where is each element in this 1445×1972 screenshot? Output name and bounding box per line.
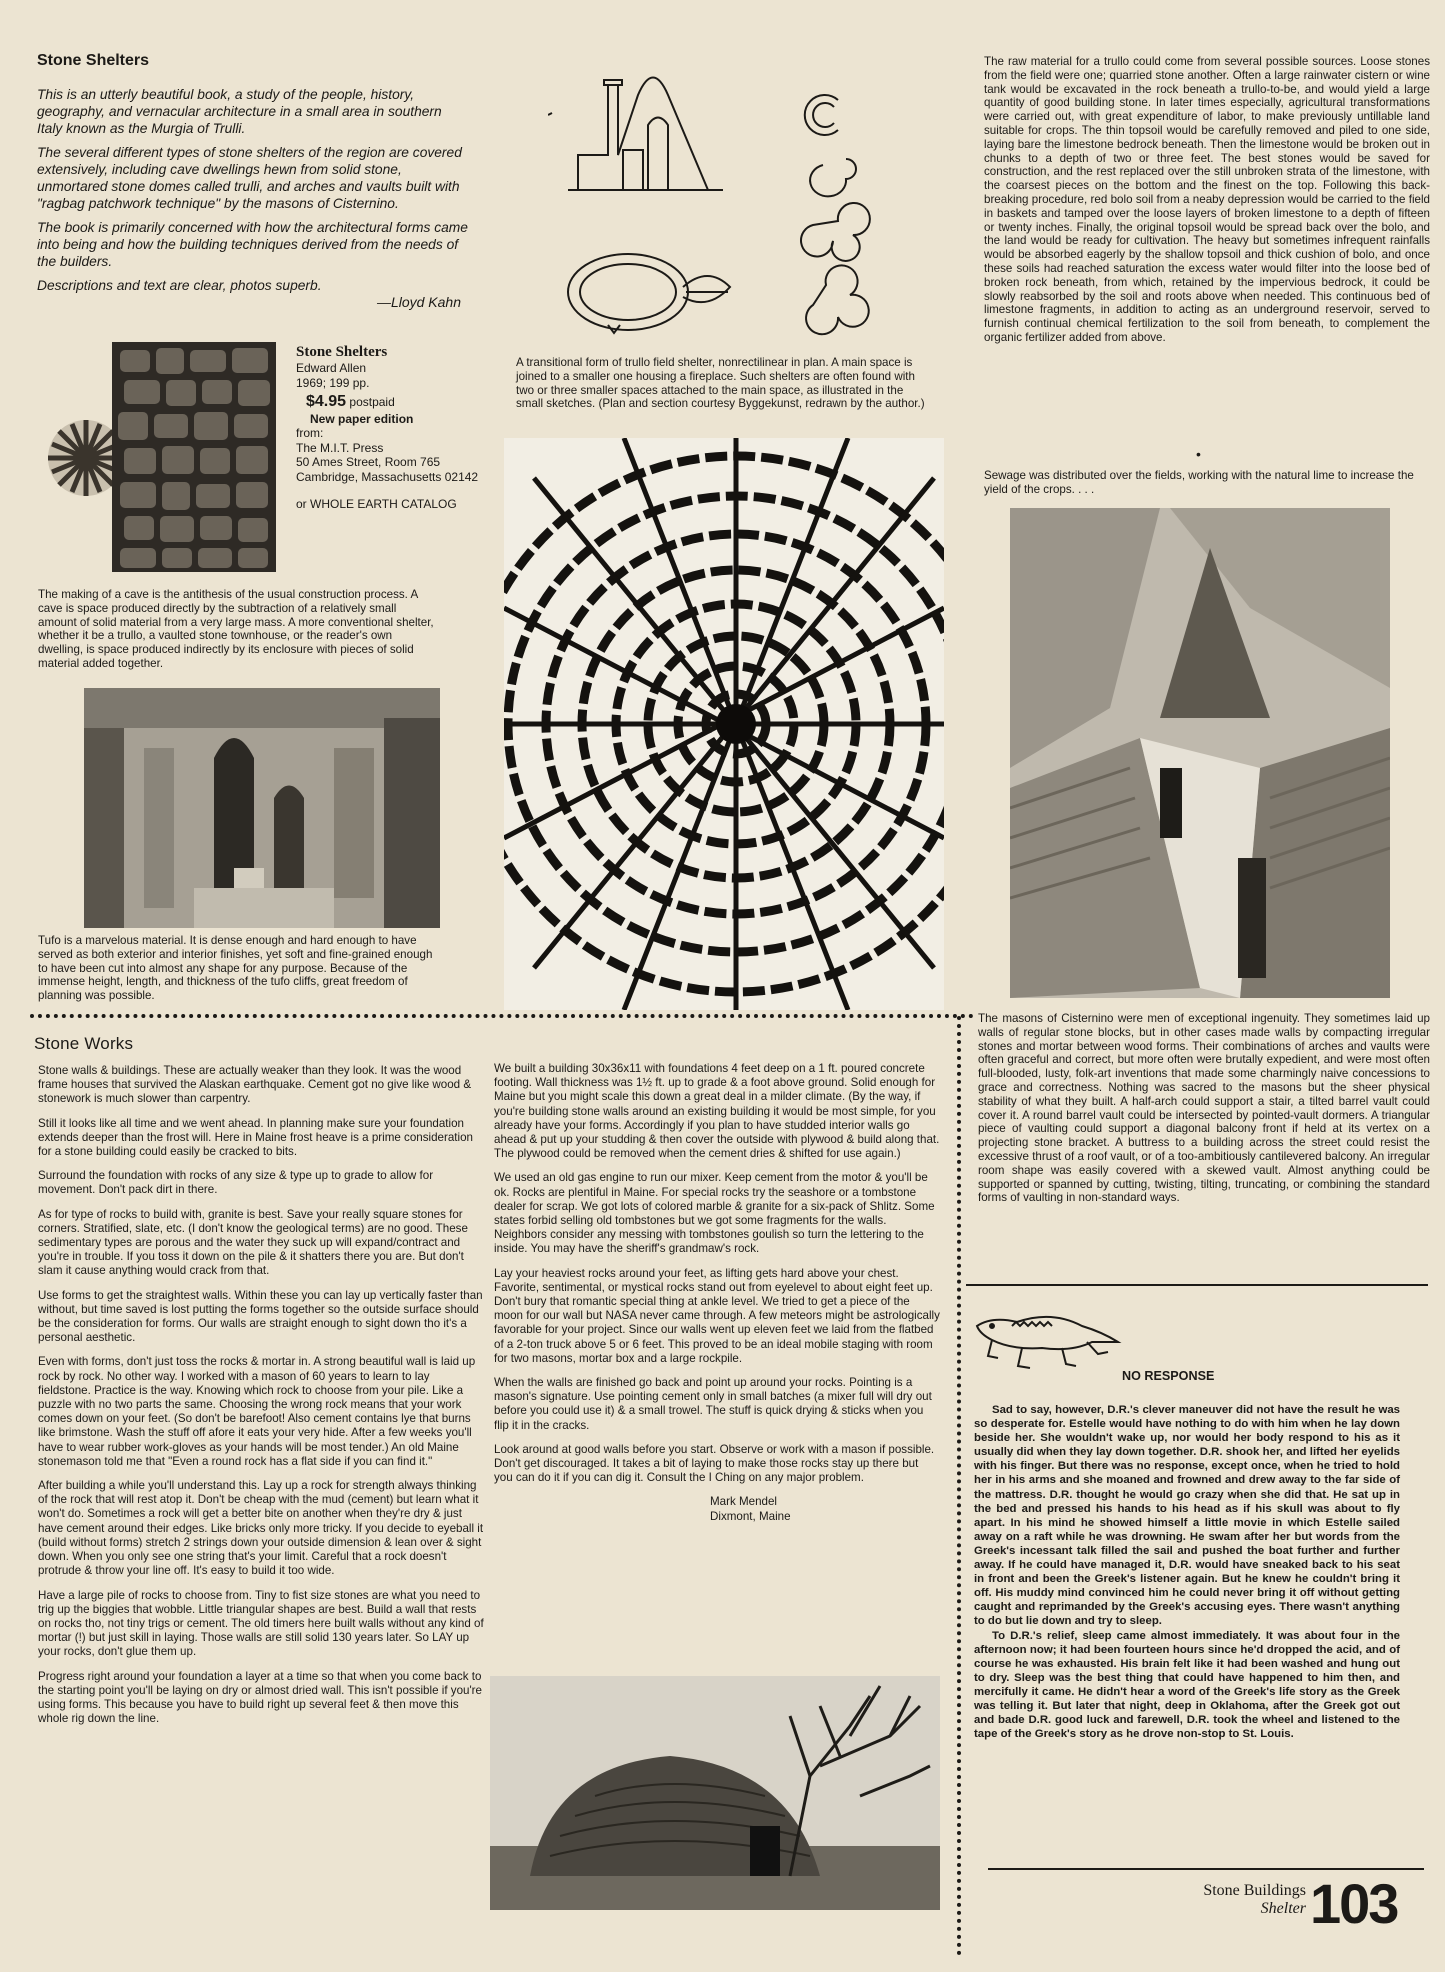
page-number: 103 — [1310, 1872, 1398, 1935]
book-info — [296, 344, 496, 512]
stone-works-paragraph: We used an old gas engine to run our mixer. Keep cement from the motor & you'll be ok. Rocks are plentiful in Maine. For special rocks try the seashore or a tombstone dealer for scrap. We got lots of colored marble & granite for a six-pack of Shlitz. Some states forbid selling old tombstones but we got some fragments for the walls. Neighbors consider any messing with tombstones goulish so turn the lettering to the inside. You may have the sheriff's grandmaw's rock. — [494, 1171, 935, 1256]
no-response-divider — [966, 1284, 1428, 1286]
review-paragraph: This is an utterly beautiful book, a study of the people, history, geography, and vernacular architecture in a small area in southern Italy known as the Murgia of Trulli. — [37, 87, 442, 136]
tufo-cave-photo — [84, 688, 440, 928]
footer-rule — [988, 1868, 1424, 1870]
stone-works-column-1 — [38, 1064, 484, 1736]
footer-section-name — [1150, 1882, 1306, 1918]
stone-works-signature — [710, 1495, 940, 1523]
stone-works-paragraph: When the walls are finished go back and point up around your rocks. Pointing is a mason's signature. Use pointing cement only in small batches (a mixer full will dry out before you could use it) & a small trowel. The stuff is quick drying & sticks when you flip it in the cracks. — [494, 1376, 932, 1432]
signature-place: Dixmont, Maine — [710, 1509, 791, 1523]
book-price: $4.95 — [306, 393, 347, 410]
cave-text: The making of a cave is the antithesis of the usual construction process. A cave is space produced directly by the subtraction of a relatively small amount of solid material from a very large mass. A more conventional shelter, whether it be a trullo, a vaulted stone townhouse, or the reader's own dwelling, is space produced indirectly by its enclosure with pieces of solid material added together. — [38, 588, 434, 670]
trulli-rooftops-photo — [1010, 508, 1390, 998]
review-title: Stone Shelters — [37, 52, 150, 69]
book-price-line — [306, 395, 496, 410]
trullo-dome-photo — [504, 438, 944, 1010]
story-paragraph: To D.R.'s relief, sleep came almost immediately. It was about four in the afternoon now; it had been fourteen hours since he'd dropped the acid, and of course he was exhausted. His brain felt like it had been washed and hung out to dry. Sleep was the best thing that could have happened to him then, and mercifully it came. He didn't hear a word of the Greek's life story as the Greek was telling it. But later that night, deep in Oklahoma, after the Greek got out and bade D.R. good luck and farewell, D.R. took the wheel and listened to the tape of the Greek's story as he drove non-stop to St. Louis. — [974, 1629, 1400, 1741]
stone-works-paragraph: As for type of rocks to build with, granite is best. Save your really square stones for corners. Stratified, slate, etc. (I don't know the geological terms) are no good. These sedimentary types are porous and the water they suck up will expand/contract and you're in trouble. If you toss it down on the pile & it shatters there you are. But don't slam it cause anything would crack from that. — [38, 1207, 468, 1278]
review-paragraph: The several different types of stone shelters of the region are covered extensively, including cave dwellings hewn from solid stone, unmortared stone domes called trulli, and arches and vaults built with "ragbag patchwork technique" by the masons of Cisternino. — [37, 145, 462, 211]
footer-line-2: Shelter — [1260, 1900, 1306, 1917]
stone-works-paragraph: Even with forms, don't just toss the rocks & mortar in. A strong beautiful wall is laid up rock by rock. No other way. I worked with a mason of 60 years to learn to lay fieldstone. Practice is the way. Knowing which rock to choose from your pile. Like a puzzle with no two parts the same. Choosing the wrong rock means that your work comes down on your feet. (So don't be barefoot! Also cement contains lye that burns like brimstone. Wash the stuff off afore it eats your very hide. After a few weeks you'll have to wear rubber work-gloves as your hands will be most tender.) An old Maine stonemason told me that "Even a round rock has a flat side if you can find it." — [38, 1355, 476, 1468]
book-or-line: or WHOLE EARTH CATALOG — [296, 497, 457, 511]
stone-works-paragraph: Lay your heaviest rocks around your feet, as lifting gets hard above your chest. Favorite, sentimental, or mystical rocks stand out from eyelevel to about eight feet up. Don't bury that romantic special thing at ankle level. We tried to get a piece of the moon for our wall but NASA never came through. A few meteors might be astrologically favorable for your project. Since our walls went up eleven feet we laid from the flatbed of a 2-ton truck above 5 or 6 feet. This proved to be an ideal mobile staging with room for two masons, mortar box and a large rockpile. — [494, 1266, 940, 1365]
review-paragraph: Descriptions and text are clear, photos superb. — [37, 278, 322, 293]
book-price-note: postpaid — [349, 395, 395, 409]
review-signature: —Lloyd Kahn — [376, 294, 461, 310]
section-divider — [30, 1014, 974, 1018]
trullo-drawings — [548, 55, 888, 345]
tufo-caption: Tufo is a marvelous material. It is dense enough and hard enough to have served as both exterior and interior finishes, yet soft and fine-grained enough to have been cut into almost any shape for any purpose. Because of the immense height, length, and thickness of the tufo cliffs, great freedom of planning was possible. — [38, 934, 433, 1003]
no-response-title: NO RESPONSE — [1122, 1369, 1215, 1383]
trullo-material-text: The raw material for a trullo could come from several possible sources. Loose stones from the field were one; quarried stone another. Often a large rainwater cistern or wine tank would be excavated in the rock beneath a trullo-to-be, and would yield a large quantity of good building stone. In later times especially, agricultural transformations were carried out, with great expenditure of labor, to make previously untillable land suitable for crops. The thin topsoil would be carefully removed and piled to one side, laying bare the limestone bedrock beneath. Then the limestone would be broken out in chunks to a depth of two or three feet. The best stones would be saved for construction, and the rest replaced over the still unbroken strata of the limestone, with the coarsest pieces on the bottom and the finest on the top. Following this back-breaking procedure, red bolo soil from a neaby depression would be carried to the field in baskets and tamped over the loose layers of broken limestone to a depth of fifteen or twenty inches. Finally, the original topsoil would be spread back over the bolo, and the land would be ready for cultivation. The heavy but sometimes infrequent rainfalls would be absorbed eagerly by the shallow topsoil and thick cushion of bolo, and once these soils had reached saturation the excess water would filter into the loose bed of broken rock beneath, from which, retained by the impervious bedrock, it could be slowly reabsorbed by the soil and roots above when needed. This continuous bed of limestone fragments, in addition to acting as an underground reservoir, served to furnish continual chemical fertilization to the soil from beneath, to complement the organic fertilizer added from above. — [984, 55, 1430, 344]
stone-works-paragraph: Progress right around your foundation a layer at a time so that when you come back to the starting point you'll be laying on dry or almost dried wall. This isn't possible if you're using forms. This because you have to build right up several feet & then move this whole rig down the line. — [38, 1669, 482, 1726]
book-year-pages: 1969; 199 pp. — [296, 375, 370, 390]
sewage-text: Sewage was distributed over the fields, working with the natural lime to increase the yield of the crops. . . . — [984, 469, 1414, 496]
footer-line-1: Stone Buildings — [1203, 1882, 1306, 1899]
page-footer — [1150, 1872, 1430, 1936]
stone-works-paragraph: We built a building 30x36x11 with foundations 4 feet deep on a 1 ft. poured concrete footing. Wall thickness was 1½ ft. up to grade & a foot above ground. Solid enough for Maine but you might scale this down a great deal in a milder climate. (By the way, if you're building stone walls around an existing building it would be most simple, for you already have your forms. Accordingly if you plan to have studded interior walls go ahead & put up your studding & then cover the outside with plywood & build along that. The plywood could be removed when the cement dries & shifted for use again.) — [494, 1062, 940, 1161]
masons-text: The masons of Cisternino were men of exceptional ingenuity. They sometimes laid up walls of regular stone blocks, but in other cases made walls by compacting irregular stones and mortar between wood forms. Their combinations of arches and vaults were often graceful and correct, but more often were brutally expedient, and were most often full-blooded, lusty, folk-art inventions that made some charmingly naive concessions to grace and correctness. Nothing was sacred to the masons but the sheer physical stability of what they built. A half-arch could support a stair, a tilted barrel vault could cover it. A round barrel vault could be intersected by pointed-vault dormers. A triangular piece of vaulting could support a diagonal balcony front if held at its vertex on a projecting stone bracket. A buttress to a building across the street could resist the excessive thrust of a roof vault, or of a too-ambitiously cantilevered balcony. An irregular room shape was easily covered with a skewed vault. Almost anything could be supported or spanned by cutting, twisting, tilting, truncating, or combining the standard forms of vaulting in non-standard ways. — [978, 1012, 1430, 1205]
stone-works-paragraph: Surround the foundation with rocks of any size & type up to grade to allow for movement. Don't pack dirt in there. — [38, 1169, 434, 1197]
book-edition: New paper edition — [310, 411, 414, 426]
bullet-dot: • — [1196, 446, 1201, 462]
book-cover-image — [44, 336, 280, 576]
signature-name: Mark Mendel — [710, 1495, 778, 1509]
book-publisher-line: Cambridge, Massachusetts 02142 — [296, 469, 479, 484]
stone-works-title: Stone Works — [34, 1034, 134, 1053]
stone-works-column-2 — [494, 1062, 940, 1524]
review-paragraph: The book is primarily concerned with how the architectural forms came into being and how the building techniques derived from the needs of the builders. — [37, 220, 468, 269]
trullo-field-photo — [490, 1676, 940, 1910]
trullo-caption: A transitional form of trullo field shelter, nonrectilinear in plan. A main space is joined to a smaller one housing a fireplace. Such shelters are often found with two or three smaller spaces attached to the main space, as illustrated in the small sketches. (Plan and section courtesy Byggekunst, redrawn by the author.) — [516, 356, 925, 411]
book-publisher-line: 50 Ames Street, Room 765 — [296, 455, 441, 469]
stone-works-paragraph: After building a while you'll understand this. Lay up a rock for strength always thinking of the rock that will rest atop it. Don't be cheap with the mud (cement) but learn what it won't do. Sometimes a rock will get a better bite on another when they're dry & just have cement around their edges. Like bricks only more tricky. If you decide to eyeball it (build without forms) stretch 2 strings down your outside dimension & lean over & sight down. When you only see one string that's your limit. Careful that a rock doesn't protrude & throw your line off. It's easy to build it too wide. — [38, 1479, 484, 1578]
review-block — [37, 52, 469, 310]
story-paragraph: Sad to say, however, D.R.'s clever maneuver did not have the result he was so desperate for. Estelle would have nothing to do with him when he lay down beside her. She wouldn't wake up, nor would her body respond to his as it usually did when they lay down together. D.R. shook her, and lifted her eyelids with his finger. But there was no response, except once, when he tried to hold her in his arms and she moaned and frowned and drew away to the far side of the mattress. D.R. thought he would go crazy when she did that. He sat up in the bed and pressed his hands to his head as if his skull was about to fly apart. In his mind he showed himself a little movie in which Estelle sailed away on a raft while he was drowning. He swam after her but words from the Greek's incessant talk filled the sail and pushed the boat further and further away. If he could have managed it, D.R. would have sneaked back to his seat in front and been the Greek's listener again. But he knew he couldn't bring it off. His muddy mind convinced him he could never bring it off without getting caught and reprimanded by the Greek's accusing eyes. There wasn't anything to do but lie down and try to sleep. — [974, 1404, 1400, 1628]
book-publisher-line: The M.I.T. Press — [296, 440, 384, 455]
book-author: Edward Allen — [296, 361, 367, 375]
alligator-illustration — [972, 1296, 1122, 1374]
book-title: Stone Shelters — [296, 344, 388, 360]
stone-works-paragraph: Stone walls & buildings. These are actually weaker than they look. It was the wood frame houses that survived the Alaskan earthquake. Cement got no give like wood & stonework is much slower than carpentry. — [38, 1064, 472, 1106]
book-from-label: from: — [296, 426, 324, 440]
stone-works-paragraph: Have a large pile of rocks to choose from. Tiny to fist size stones are what you need to trig up the biggies that wobble. Little triangular shapes are best. Build a wall that rests on rocks tho, not tiny trigs or cement. The old timers here built walls without any kind of mortar (!) but just skill in laying. Those walls are still solid 130 years later. So LAY up your rocks, don't glue them up. — [38, 1588, 484, 1659]
stone-works-paragraph: Use forms to get the straightest walls. Within these you can lay up vertically faster than without, but time saved is lost putting the forms together so the outside surface should be the consideration for forms. Our walls are straight enough to sight down tho it's a personal aesthetic. — [38, 1288, 483, 1345]
stone-works-paragraph: Still it looks like all time and we went ahead. In planning make sure your foundation extends deeper than the frost will. Here in Maine frost heave is a prime consideration for a stone building could easily be cracked to bits. — [38, 1116, 473, 1159]
stone-works-paragraph: Look around at good walls before you start. Observe or work with a mason if possible. Don't get discouraged. It takes a bit of laying to make those rocks stay up there but you can do it if you can dig it. Consult the I Ching on any major problem. — [494, 1442, 935, 1485]
column-divider — [957, 1016, 961, 1956]
no-response-story — [974, 1403, 1400, 1741]
